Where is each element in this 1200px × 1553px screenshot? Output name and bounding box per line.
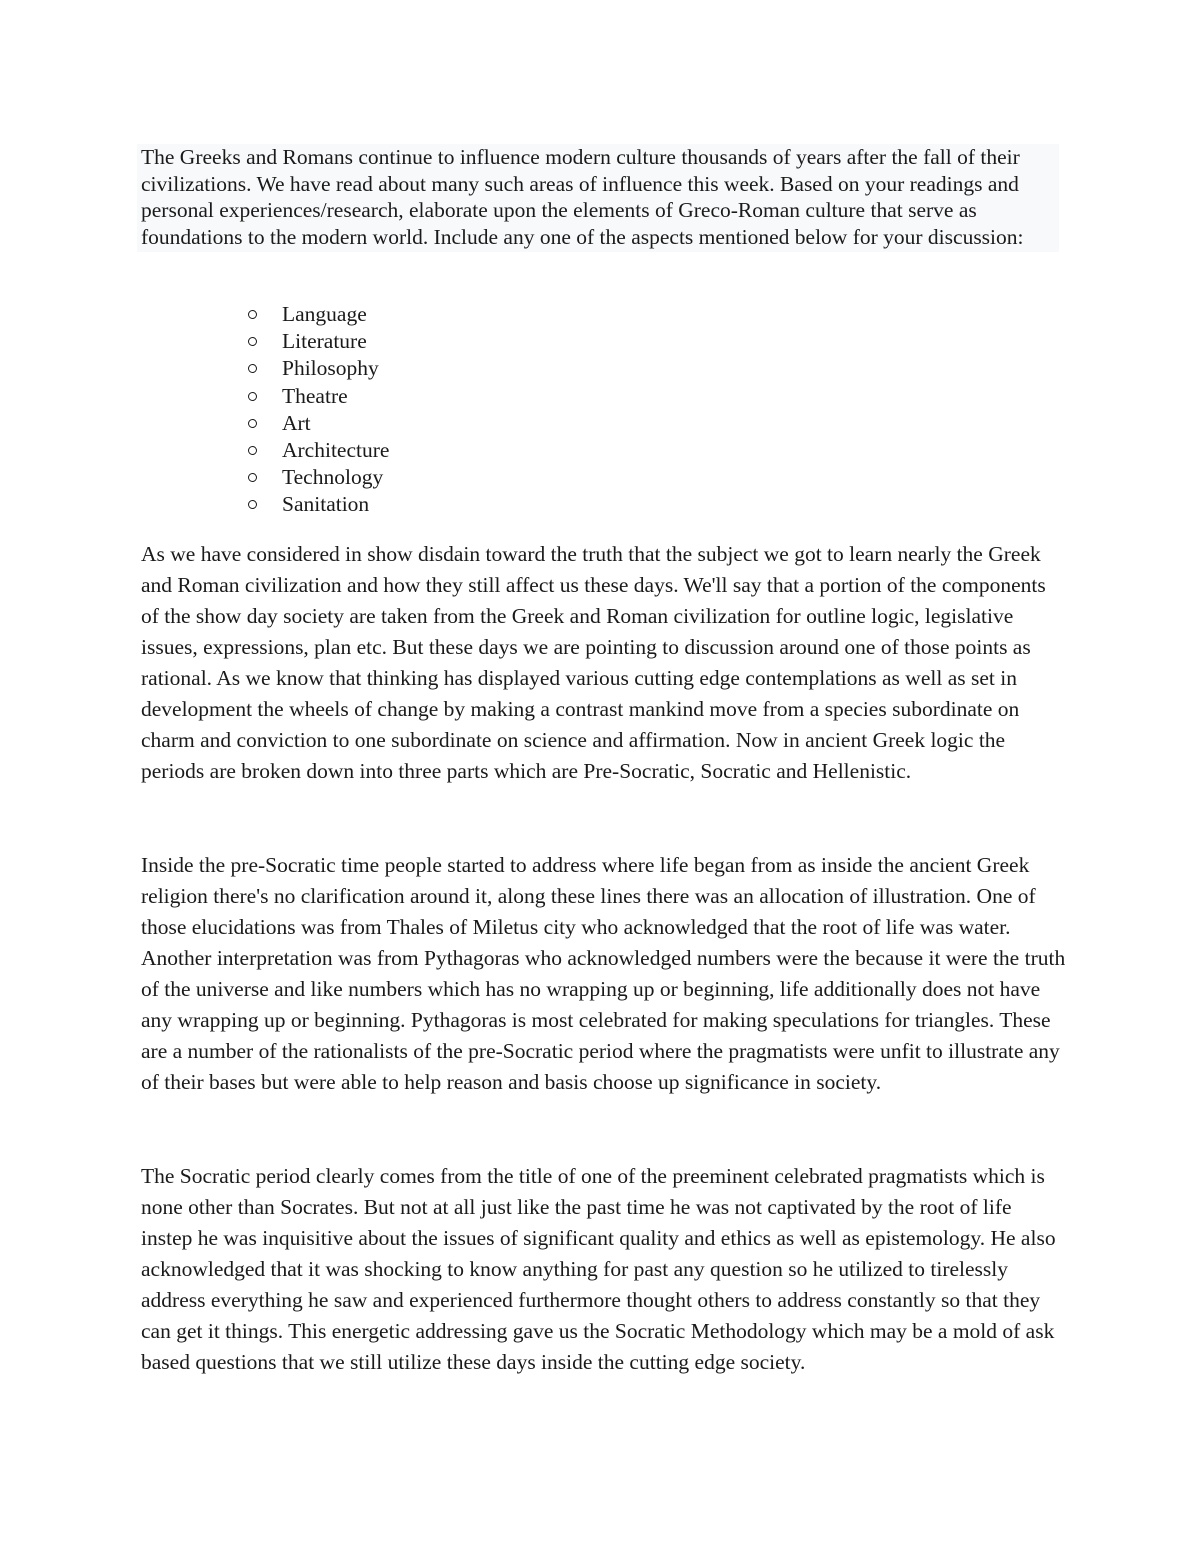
topic-label: Technology [282,465,384,490]
list-item [244,355,389,382]
topic-label: Art [282,410,311,435]
list-item [244,464,389,491]
topic-label: Architecture [282,438,390,463]
topic-label: Literature [282,329,367,354]
topic-label: Sanitation [282,492,370,517]
topic-list [244,301,389,519]
list-item [244,410,389,437]
list-item [244,491,389,518]
topic-label: Philosophy [282,356,379,381]
list-item [244,328,389,355]
circle-bullet-icon [248,500,257,509]
circle-bullet-icon [248,419,257,428]
discussion-prompt: The Greeks and Romans continue to influence modern culture thousands of years after the fall of their civilizations. We have read about many such areas of influence this week. Based on your readings and personal experiences/research, elaborate upon the elements of Greco-Roman culture that serve as foundations to the modern world. Include any one of the aspects mentioned below for your discussion: [137,144,1059,252]
circle-bullet-icon [248,446,257,455]
answer-paragraph-pre-socratic: Inside the pre-Socratic time people started to address where life began from as inside the ancient Greek religion there's no clarification around it, along these lines there was an allocation of illustration. One of those elucidations was from Thales of Miletus city who acknowledged that the root of life was water. Another interpretation was from Pythagoras who acknowledged numbers were the because it were the truth of the universe and like numbers which has no wrapping up or beginning, life additionally does not have any wrapping up or beginning. Pythagoras is most celebrated for making speculations for triangles. These are a number of the rationalists of the pre-Socratic period where the pragmatists were unfit to illustrate any of their bases but were able to help reason and basis choose up significance in society. [141,853,1066,1094]
circle-bullet-icon [248,392,257,401]
list-item [244,383,389,410]
answer-paragraph-socratic: The Socratic period clearly comes from the title of one of the preeminent celebrated pragmatists which is none other than Socrates. But not at all just like the past time he was not captivated by the root of life instep he was inquisitive about the issues of significant quality and ethics as well as epistemology. He also acknowledged that it was shocking to know anything for past any question so he utilized to tirelessly address everything he saw and experienced furthermore thought others to address constantly so that they can get it things. This energetic addressing gave us the Socratic Methodology which may be a mold of ask based questions that we still utilize these days inside the cutting edge society. [141,1164,1056,1374]
circle-bullet-icon [248,310,257,319]
circle-bullet-icon [248,473,257,482]
list-item [244,301,389,328]
answer-paragraph-intro: As we have considered in show disdain toward the truth that the subject we got to learn nearly the Greek and Roman civilization and how they still affect us these days. We'll say that a portion of the components of the show day society are taken from the Greek and Roman civilization for outline logic, legislative issues, expressions, plan etc. But these days we are pointing to discussion around one of those points as rational. As we know that thinking has displayed various cutting edge contemplations as well as set in development the wheels of change by making a contrast mankind move from a species subordinate on charm and conviction to one subordinate on science and affirmation. Now in ancient Greek logic the periods are broken down into three parts which are Pre-Socratic, Socratic and Hellenistic. [141,542,1046,783]
circle-bullet-icon [248,364,257,373]
topic-label: Theatre [282,383,348,408]
circle-bullet-icon [248,337,257,346]
topic-label: Language [282,302,367,326]
list-item [244,437,389,464]
